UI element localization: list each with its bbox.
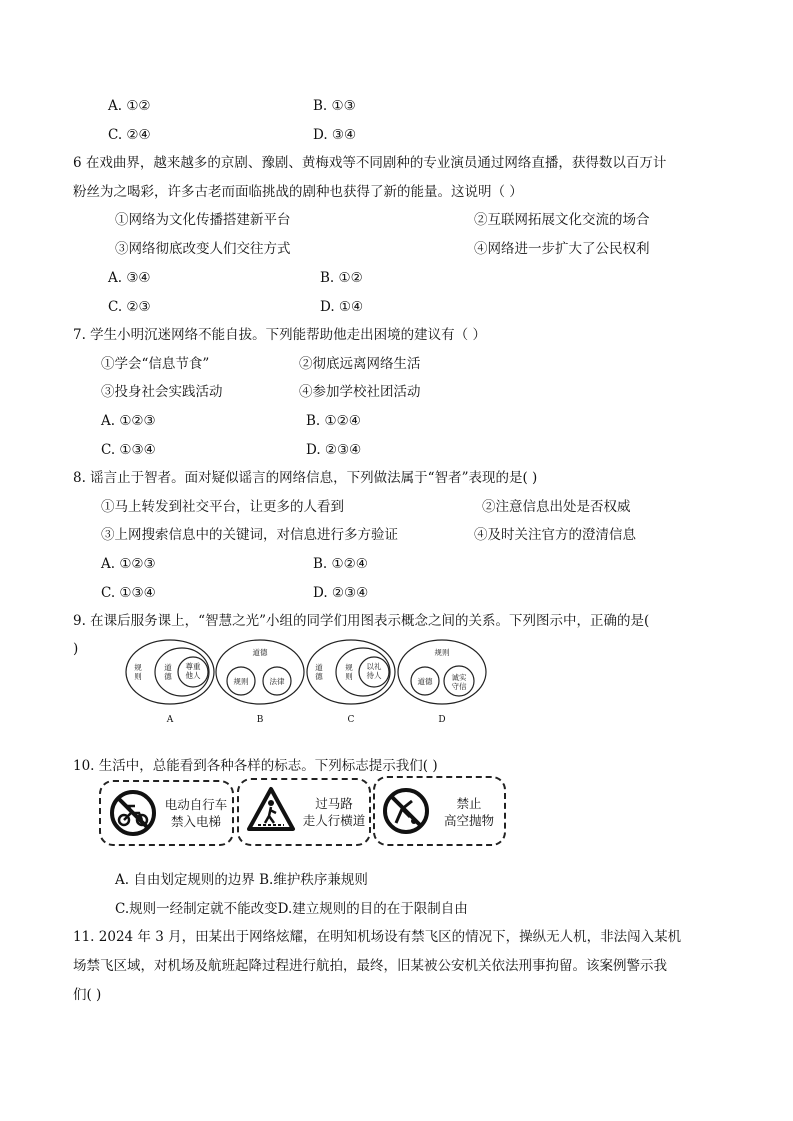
q6-option-d: D. ①④ [320, 299, 364, 315]
venn-a-label: A [166, 715, 174, 725]
q5-option-d: D. ③④ [313, 127, 357, 143]
venn-c-inner-2: 待人 [366, 671, 382, 680]
venn-a-inner-2: 他人 [185, 671, 201, 680]
venn-c-outer-2: 德 [315, 672, 323, 681]
venn-b-outer: 道德 [252, 648, 268, 657]
venn-d-right-2: 守信 [451, 682, 467, 691]
sign1-line2: 禁入电梯 [170, 814, 221, 829]
q6-statement-4: ④网络进一步扩大了公民权利 [474, 241, 650, 257]
q8-option-d: D. ②③④ [313, 585, 369, 601]
q11-stem-line1: 11. 2024 年 3 月，田某出于网络炫耀，在明知机场设有禁飞区的情况下，操纵无人机，非法闯入某机 [73, 929, 682, 945]
q7-statement-3: ③投身社会实践活动 [101, 384, 223, 400]
q6-statement-1: ①网络为文化传播搭建新平台 [115, 212, 291, 228]
venn-a-outer-2: 则 [134, 672, 142, 681]
venn-d-right-1: 诚实 [451, 673, 467, 682]
sign2-line2: 走人行横道 [302, 813, 366, 828]
q5-option-a: A. ①② [108, 98, 151, 114]
venn-d-outer: 规则 [434, 648, 450, 657]
q7-statement-4: ④参加学校社团活动 [299, 384, 421, 400]
q8-statement-1: ①马上转发到社交平台，让更多的人看到 [101, 499, 344, 515]
q7-statement-1: ①学会“信息节食” [101, 356, 210, 372]
q5-option-b: B. ①③ [313, 98, 356, 114]
q7-option-a: A. ①②③ [101, 413, 156, 429]
venn-d-label: D [438, 715, 446, 725]
venn-b-right: 法律 [269, 677, 285, 686]
q7-option-b: B. ①②④ [306, 413, 361, 429]
venn-diagram-d [398, 640, 486, 725]
q5-option-c: C. ②④ [108, 127, 151, 143]
no-throwing-icon [382, 787, 430, 835]
q9-stem-line2: ) [73, 641, 79, 657]
q6-stem-line1: 6 在戏曲界，越来越多的京剧、豫剧、黄梅戏等不同剧种的专业演员通过网络直播，获得数以百万计 [73, 155, 667, 171]
q8-statement-3: ③上网搜索信息中的关键词，对信息进行多方验证 [101, 527, 398, 543]
no-ebike-icon [109, 789, 157, 837]
q8-statement-4: ④及时关注官方的澄清信息 [474, 527, 636, 543]
sign3-line2: 高空抛物 [443, 813, 494, 828]
venn-c-middle-1: 规 [345, 663, 353, 672]
q7-option-c: C. ①③④ [101, 442, 156, 458]
q6-statement-3: ③网络彻底改变人们交往方式 [115, 241, 291, 257]
venn-a-inner-1: 尊重 [185, 662, 201, 671]
q6-stem-line2: 粉丝为之喝彩，许多古老而面临挑战的剧种也获得了新的能量。这说明（ ） [73, 184, 523, 200]
sign-crosswalk [237, 778, 371, 846]
venn-a-middle-1: 道 [164, 663, 172, 672]
q8-option-b: B. ①②④ [313, 556, 368, 572]
venn-b-left: 规则 [233, 677, 249, 686]
q6-option-b: B. ①② [320, 270, 363, 286]
q9-stem-line1: 9. 在课后服务课上，“智慧之光”小组的同学们用图表示概念之间的关系。下列图示中，正确的是( [73, 613, 650, 629]
q7-stem: 7. 学生小明沉迷网络不能自拔。下列能帮助他走出困境的建议有（ ） [73, 327, 486, 343]
q10-options-line1: A. 自由划定规则的边界 B.维护秩序兼规则 [115, 872, 368, 888]
venn-a-middle-2: 德 [164, 672, 172, 681]
q7-option-d: D. ②③④ [306, 442, 362, 458]
q6-option-a: A. ③④ [108, 270, 151, 286]
q8-option-c: C. ①③④ [101, 585, 156, 601]
venn-diagram-a [126, 640, 214, 725]
crosswalk-warning-icon [246, 786, 296, 832]
venn-c-outer-1: 道 [315, 663, 323, 672]
venn-diagrams [120, 636, 500, 728]
venn-c-label: C [347, 715, 355, 725]
venn-diagram-c [307, 640, 395, 725]
q7-statement-2: ②彻底远离网络生活 [299, 356, 421, 372]
q6-option-c: C. ②③ [108, 299, 151, 315]
sign-no-throwing [373, 776, 506, 846]
venn-diagram-b [216, 640, 304, 725]
q11-stem-line2: 场禁飞区域，对机场及航班起降过程进行航拍，最终，旧某被公安机关依法刑事拘留。该案例警示我 [73, 958, 667, 974]
sign-no-ebike-elevator [99, 780, 234, 846]
venn-c-middle-2: 则 [345, 672, 353, 681]
q8-option-a: A. ①②③ [101, 556, 156, 572]
q8-stem: 8. 谣言止于智者。面对疑似谣言的网络信息，下列做法属于“智者”表现的是( ) [73, 470, 538, 486]
venn-c-inner-1: 以礼 [366, 662, 382, 671]
sign2-line1: 过马路 [315, 796, 353, 811]
venn-b-label: B [256, 715, 264, 725]
q8-statement-2: ②注意信息出处是否权威 [482, 499, 631, 515]
sign1-line1: 电动自行车 [164, 797, 228, 812]
venn-d-left: 道德 [417, 677, 433, 686]
q6-statement-2: ②互联网拓展文化交流的场合 [474, 212, 650, 228]
venn-a-outer-1: 规 [134, 663, 142, 672]
q11-stem-line3: 们( ) [73, 987, 102, 1003]
q10-options-line2: C.规则一经制定就不能改变D.建立规则的目的在于限制自由 [115, 901, 468, 917]
q10-stem: 10. 生活中，总能看到各种各样的标志。下列标志提示我们( ) [73, 758, 438, 774]
sign3-line1: 禁止 [456, 796, 482, 811]
